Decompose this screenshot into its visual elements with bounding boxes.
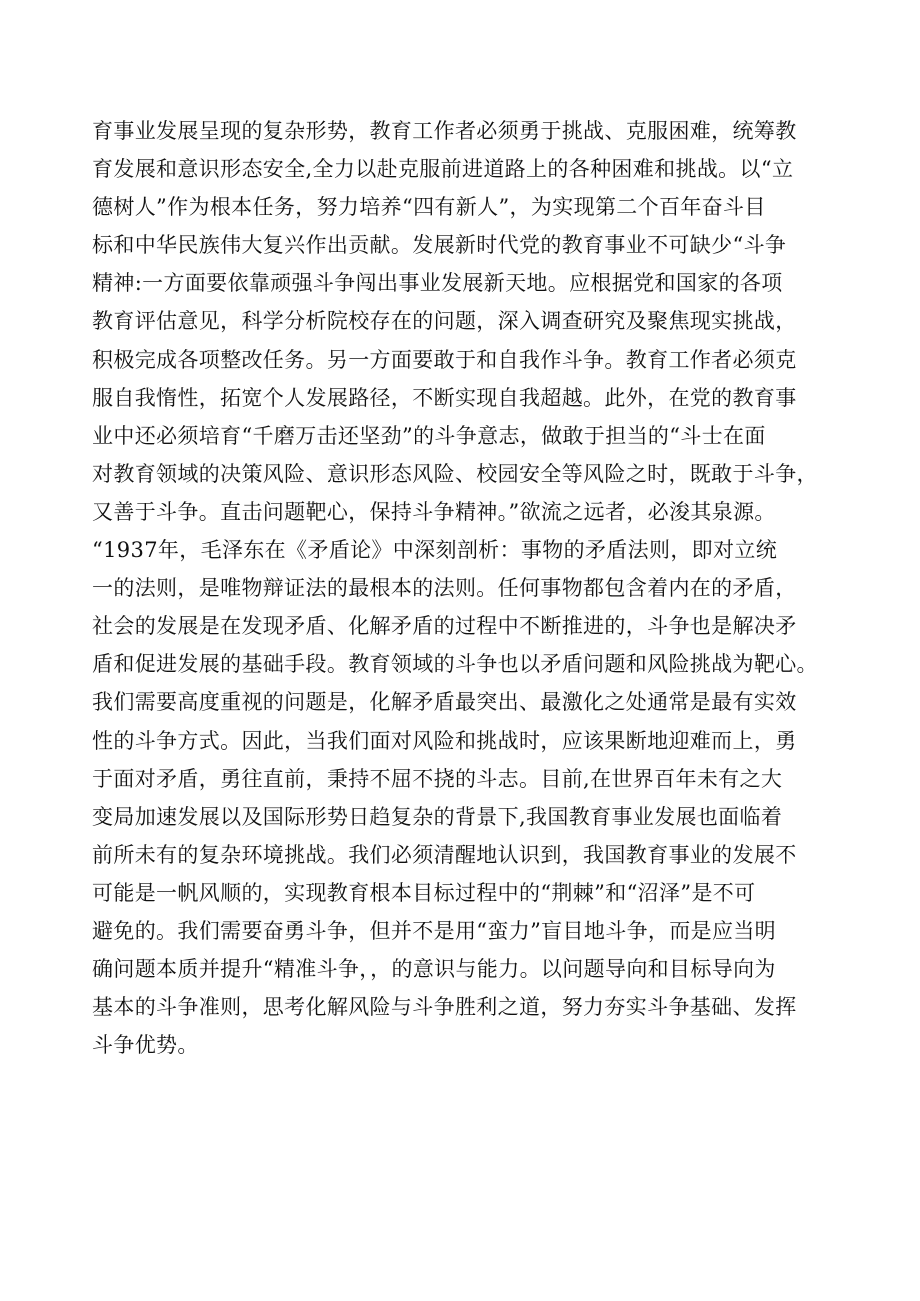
- text-line: 可能是一帆风顺的，实现教育根本目标过程中的“荆棘”和“沼泽”是不可: [92, 880, 756, 905]
- text-line: 又善于斗争。直击问题靶心，保持斗争精神。”欲流之远者，必浚其泉源。: [92, 499, 776, 524]
- text-line: 育事业发展呈现的复杂形势，教育工作者必须勇于挑战、克服困难，统筹教: [92, 119, 797, 143]
- text-line: 斗争优势。: [92, 1033, 199, 1058]
- text-line: 确问题本质并提升“精准斗争，，的意识与能力。以问题导向和目标导向为: [92, 957, 776, 982]
- text-line: 教育评估意见，科学分析院校存在的问题，深入调查研究及聚焦现实挑战，: [92, 309, 797, 334]
- text-line: 标和中华民族伟大复兴作出贡献。发展新时代党的教育事业不可缺少“斗争: [92, 233, 787, 258]
- text-line: 一的法则，是唯物辩证法的最根本的法则。任何事物都包含着内在的矛盾，: [92, 576, 797, 601]
- text-line: 性的斗争方式。因此，当我们面对风险和挑战时，应该果断地迎难而上，勇: [92, 728, 797, 753]
- text-line: 盾和促进发展的基础手段。教育领域的斗争也以矛盾问题和风险挑战为靶心。: [92, 652, 818, 677]
- text-line: 社会的发展是在发现矛盾、化解矛盾的过程中不断推进的，斗争也是解决矛: [92, 614, 797, 639]
- text-line: 精神:一方面要依靠顽强斗争闯出事业发展新天地。应根据党和国家的各项: [92, 271, 783, 296]
- text-line: 我们需要高度重视的问题是，化解矛盾最突出、最激化之处通常是最有实效: [92, 690, 797, 715]
- text-line: 德树人”作为根本任务，努力培养“四有新人”，为实现第二个百年奋斗目: [92, 195, 766, 220]
- text-line: 避免的。我们需要奋勇斗争，但并不是用“蛮力”盲目地斗争，而是应当明: [92, 918, 777, 943]
- body-text: [92, 112, 818, 1064]
- text-line: 于面对矛盾，勇往直前，秉持不屈不挠的斗志。目前,在世界百年未有之大: [92, 766, 783, 791]
- text-line: 对教育领域的决策风险、意识形态风险、校园安全等风险之时，既敢于斗争，: [92, 461, 818, 486]
- text-line: 育发展和意识形态安全,全力以赴克服前进道路上的各种困难和挑战。以“立: [92, 157, 794, 182]
- text-line: 服自我惰性，拓宽个人发展路径，不断实现自我超越。此外，在党的教育事: [92, 385, 797, 410]
- text-line: 业中还必须培育“千磨万击还坚劲”的斗争意志，做敢于担当的“斗士在面: [92, 423, 766, 448]
- text-line: “1937年，毛泽东在《矛盾论》中深刻剖析：事物的矛盾法则，即对立统: [92, 538, 778, 563]
- text-line: 前所未有的复杂环境挑战。我们必须清醒地认识到，我国教育事业的发展不: [92, 842, 797, 867]
- text-line: 变局加速发展以及国际形势日趋复杂的背景下,我国教育事业发展也面临着: [92, 804, 783, 829]
- text-line: 积极完成各项整改任务。另一方面要敢于和自我作斗争。教育工作者必须克: [92, 347, 797, 372]
- text-line: 基本的斗争准则，思考化解风险与斗争胜利之道，努力夯实斗争基础、发挥: [92, 995, 797, 1020]
